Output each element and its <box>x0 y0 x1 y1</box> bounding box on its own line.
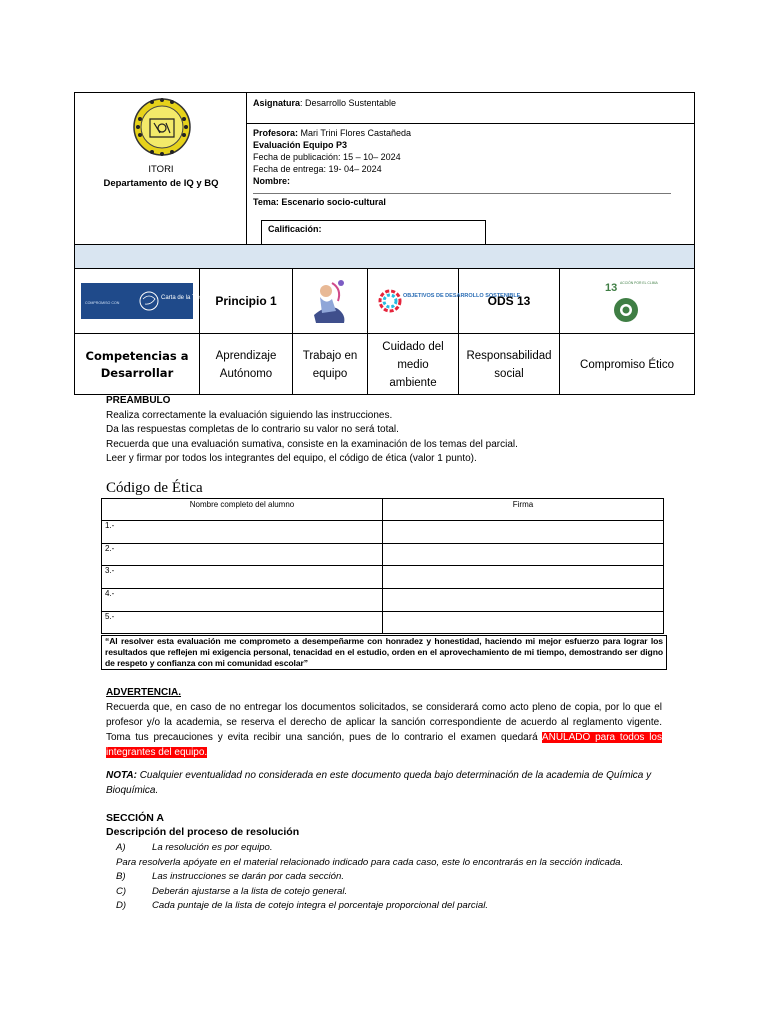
competencies-table <box>74 268 695 395</box>
ods13-cell <box>560 269 694 333</box>
signature-cell[interactable] <box>383 611 664 634</box>
header-band <box>74 245 695 269</box>
signature-cell[interactable] <box>383 543 664 566</box>
competency-responsabilidad: Responsabilidad social <box>459 334 560 395</box>
nombre-label: Nombre: <box>253 176 291 186</box>
signature-cell[interactable] <box>383 521 664 544</box>
ods13-number: 13 <box>605 282 618 294</box>
nota-text: Cualquier eventualidad no considerada en este documento queda bajo determinación de la academia de Química y Bioquímica. <box>106 770 652 796</box>
climate-action-icon <box>605 278 658 324</box>
person-illustration-icon <box>308 275 352 327</box>
preambulo-line: Realiza correctamente la evaluación siguiendo las instrucciones. <box>106 409 393 421</box>
step-letter: D) <box>116 900 127 911</box>
delivery-date: Fecha de entrega: 19- 04– 2024 <box>253 164 382 174</box>
ethics-signature-table <box>101 498 664 634</box>
table-header-row <box>102 499 664 521</box>
list-item <box>116 841 636 856</box>
step-letter: C) <box>116 885 127 897</box>
calificacion-label: Calificación: <box>268 224 322 234</box>
competency-medio-ambiente: Cuidado del medio ambiente <box>368 334 459 395</box>
ods-logo-text: OBJETIVOS DE DESARROLLO SOSTENIBLE <box>403 293 521 299</box>
carta-tierra-cell <box>75 269 208 333</box>
institution-seal-icon <box>130 97 194 157</box>
student-name-cell[interactable]: 1.- <box>102 521 383 544</box>
carta-de-la-tierra-logo-icon <box>81 283 208 319</box>
seccion-a-subtitle: Descripción del proceso de resolución <box>106 826 300 838</box>
table-row <box>102 589 664 612</box>
preambulo-section <box>106 394 518 467</box>
list-item <box>116 885 636 900</box>
profesora-value: Mari Trini Flores Castañeda <box>298 128 412 138</box>
advertencia-text: Recuerda que, en caso de no entregar los documentos solicitados, se considerará como acto pleno de copia, por lo que el profesor y/o la academia, se reserva el derecho de aplicar la sanción correspondiente de acuerdo al reglamento vigente. Toma tus precauciones y evita recibir una sanción, pues de lo contrario el examen quedará <box>106 702 662 743</box>
seccion-a-title: SECCIÓN A <box>106 812 164 824</box>
document-header <box>74 92 695 245</box>
advertencia-section <box>106 685 662 760</box>
step-text: Las instrucciones se darán por cada sección. <box>152 871 344 882</box>
advertencia-title: ADVERTENCIA. <box>106 687 182 698</box>
competency-etico: Compromiso Ético <box>580 358 674 371</box>
institution-block <box>75 93 247 244</box>
preambulo-line: Leer y firmar por todos los integrantes del equipo, el código de ética (valor 1 punto). <box>106 453 477 464</box>
principio-cell: Principio 1 <box>200 269 293 333</box>
tema: Tema: Escenario socio-cultural <box>253 197 386 207</box>
step-detail: Para resolverla apóyate en el material relacionado indicado para cada caso, este lo encontrarás en la sección indicada. <box>116 856 624 868</box>
step-text: La resolución es por equipo. <box>152 842 273 853</box>
preambulo-title: PREÁMBULO <box>106 395 171 406</box>
competency-trabajo-equipo: Trabajo en equipo <box>293 334 368 395</box>
nombre-field-line[interactable] <box>253 193 671 194</box>
step-letter: A) <box>116 842 126 853</box>
student-name-cell[interactable]: 2.- <box>102 543 383 566</box>
student-name-cell[interactable]: 5.- <box>102 611 383 634</box>
step-letter: B) <box>116 871 126 882</box>
nota-label: NOTA: <box>106 770 137 781</box>
student-name-cell[interactable]: 3.- <box>102 566 383 589</box>
evaluation-info <box>253 127 411 187</box>
signature-cell[interactable] <box>383 589 664 612</box>
student-name-cell[interactable]: 4.- <box>102 589 383 612</box>
col-nombre-header: Nombre completo del alumno <box>102 499 383 521</box>
seccion-a-heading <box>106 811 299 839</box>
asignatura <box>253 98 396 108</box>
competency-autonomo: Aprendizaje Autónomo <box>200 334 293 395</box>
anulado-highlight: ANULADO para todos los integrantes del equipo. <box>106 732 662 758</box>
ods-cell: ODS 13 <box>459 269 560 333</box>
codigo-etica-title: Código de Ética <box>106 480 203 496</box>
header-divider <box>247 123 694 124</box>
preambulo-line: Recuerda que una evaluación sumativa, consiste en la examinación de los temas del parcial. <box>106 438 518 450</box>
table-row <box>102 543 664 566</box>
list-item <box>116 870 636 885</box>
asignatura-value: : Desarrollo Sustentable <box>300 98 397 108</box>
publication-date: Fecha de publicación: 15 – 10– 2024 <box>253 152 401 162</box>
resolution-steps <box>116 841 636 914</box>
institution-name: ITORI <box>148 164 174 175</box>
profesora-label: Profesora: <box>253 128 299 138</box>
table-row <box>102 521 664 544</box>
table-row <box>102 611 664 634</box>
col-firma-header: Firma <box>383 499 664 521</box>
ods13-text: ACCIÓN POR EL CLIMA <box>620 281 658 285</box>
calificacion-box[interactable] <box>261 220 486 245</box>
carta-logo-small-text: COMPROMISO CON <box>85 301 120 305</box>
nota-section <box>106 769 666 798</box>
list-item <box>116 899 636 914</box>
table-row <box>102 566 664 589</box>
step-text: Deberán ajustarse a la lista de cotejo general. <box>152 885 348 897</box>
step-text: Cada puntaje de la lista de cotejo integra el porcentaje proporcional del parcial. <box>152 900 488 911</box>
preambulo-line: Da las respuestas completas de lo contrario su valor no será total. <box>106 424 399 435</box>
asignatura-label: Asignatura <box>253 98 301 108</box>
department-name: Departamento de IQ y BQ <box>103 178 219 189</box>
ethics-pledge: “Al resolver esta evaluación me comprometo a desempeñarme con honradez y honestidad, haciendo mi mejor esfuerzo para lograr los resultados que reflejen mi exigencia personal, tenacidad en el estudio, orden en el aprovechamiento de mi tiempo, demostrando ser digno de respeto y confianza con mi comunidad escolar” <box>101 635 667 670</box>
competencias-label: Competencias a Desarrollar <box>75 334 200 395</box>
illustration-cell <box>293 269 368 333</box>
evaluation-title: Evaluación Equipo P3 <box>253 140 348 150</box>
carta-logo-text: Carta de la Tierra <box>161 295 208 301</box>
signature-cell[interactable] <box>383 566 664 589</box>
